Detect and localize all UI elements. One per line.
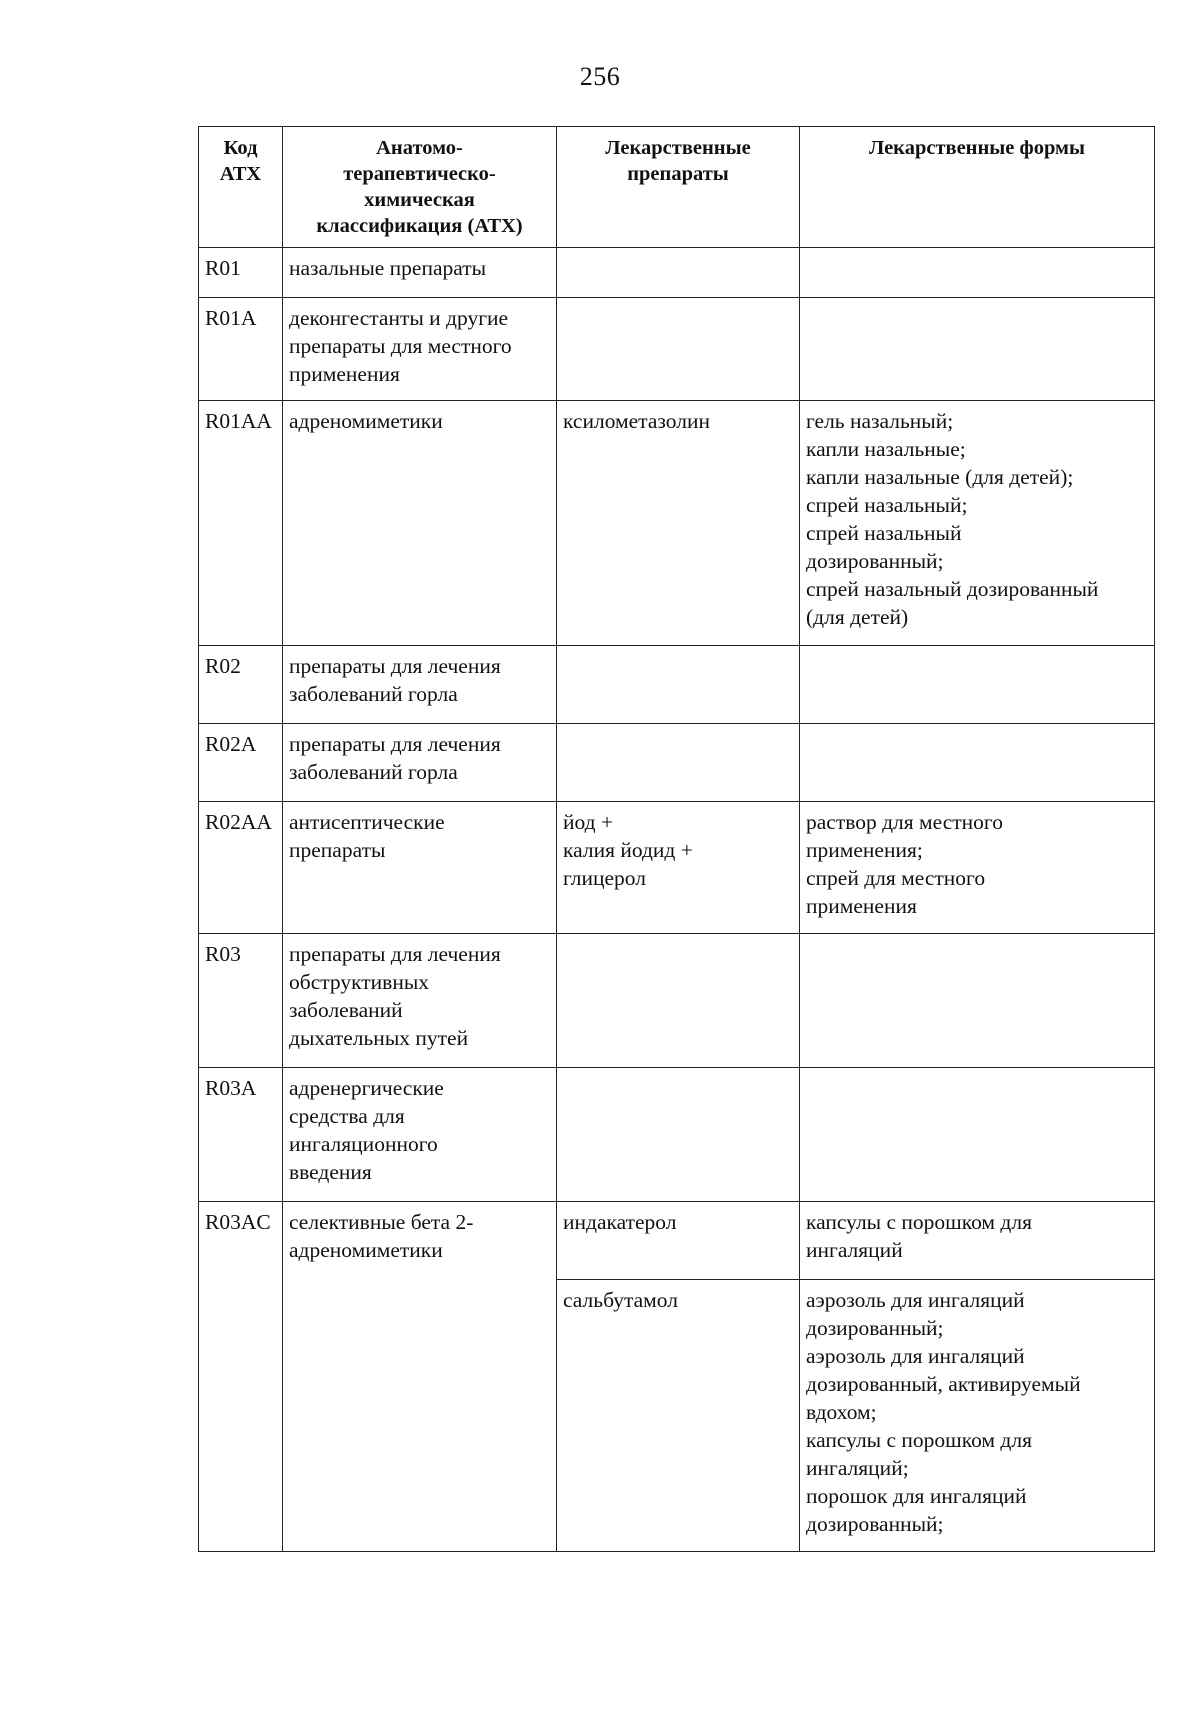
drug-cell: [557, 298, 800, 401]
page-number: 256: [579, 62, 621, 91]
classification-cell: селективные бета 2- адреномиметики: [283, 1202, 557, 1552]
table-row: [199, 298, 1155, 401]
atx-code-cell: R01A: [199, 298, 283, 401]
atx-code-cell: R03AC: [199, 1202, 283, 1552]
drug-cell: [557, 248, 800, 298]
classification-cell: адреномиметики: [283, 401, 557, 646]
classification-cell: препараты для лечения заболеваний горла: [283, 646, 557, 724]
atx-code-cell: R03A: [199, 1068, 283, 1202]
atx-code-cell: R01AA: [199, 401, 283, 646]
header-classification: Анатомо- терапевтическо- химическая классификация (АТХ): [283, 127, 557, 248]
table-row: [199, 1202, 1155, 1280]
forms-cell: раствор для местного применения; спрей для местного применения: [800, 802, 1155, 934]
drug-cell: йод + калия йодид + глицерол: [557, 802, 800, 934]
forms-cell: [800, 724, 1155, 802]
table-row: [199, 401, 1155, 646]
table-row: [199, 1068, 1155, 1202]
forms-cell: [800, 1068, 1155, 1202]
drug-cell: [557, 934, 800, 1068]
table-row: [199, 248, 1155, 298]
table-row: [199, 802, 1155, 934]
table-row: [199, 934, 1155, 1068]
drug-cell: индакатерол: [557, 1202, 800, 1280]
table-header-row: [199, 127, 1155, 248]
classification-cell: назальные препараты: [283, 248, 557, 298]
classification-cell: антисептические препараты: [283, 802, 557, 934]
forms-cell: [800, 646, 1155, 724]
drug-cell: [557, 646, 800, 724]
classification-cell: препараты для лечения обструктивных заболеваний дыхательных путей: [283, 934, 557, 1068]
atx-code-cell: R02A: [199, 724, 283, 802]
drug-cell: [557, 1068, 800, 1202]
forms-cell: гель назальный; капли назальные; капли назальные (для детей); спрей назальный; спрей назальный дозированный; спрей назальный дозированный (для детей): [800, 401, 1155, 646]
classification-cell: препараты для лечения заболеваний горла: [283, 724, 557, 802]
forms-cell: [800, 298, 1155, 401]
atx-code-cell: R01: [199, 248, 283, 298]
forms-cell: [800, 934, 1155, 1068]
drug-cell: [557, 724, 800, 802]
forms-cell: капсулы с порошком для ингаляций: [800, 1202, 1155, 1280]
atx-classification-table: [198, 126, 1155, 1552]
forms-cell: [800, 248, 1155, 298]
atx-code-cell: R02AA: [199, 802, 283, 934]
classification-cell: адренергические средства для ингаляционного введения: [283, 1068, 557, 1202]
drug-cell: сальбутамол: [557, 1280, 800, 1552]
classification-cell: деконгестанты и другие препараты для местного применения: [283, 298, 557, 401]
table-row: [199, 646, 1155, 724]
table-row: [199, 724, 1155, 802]
atx-code-cell: R02: [199, 646, 283, 724]
forms-cell: аэрозоль для ингаляций дозированный; аэрозоль для ингаляций дозированный, активируемый вдохом; капсулы с порошком для ингаляций; порошок для ингаляций дозированный;: [800, 1280, 1155, 1552]
header-code: Код АТХ: [199, 127, 283, 248]
header-drugs: Лекарственные препараты: [557, 127, 800, 248]
atx-code-cell: R03: [199, 934, 283, 1068]
drug-cell: ксилометазолин: [557, 401, 800, 646]
header-forms: Лекарственные формы: [800, 127, 1155, 248]
